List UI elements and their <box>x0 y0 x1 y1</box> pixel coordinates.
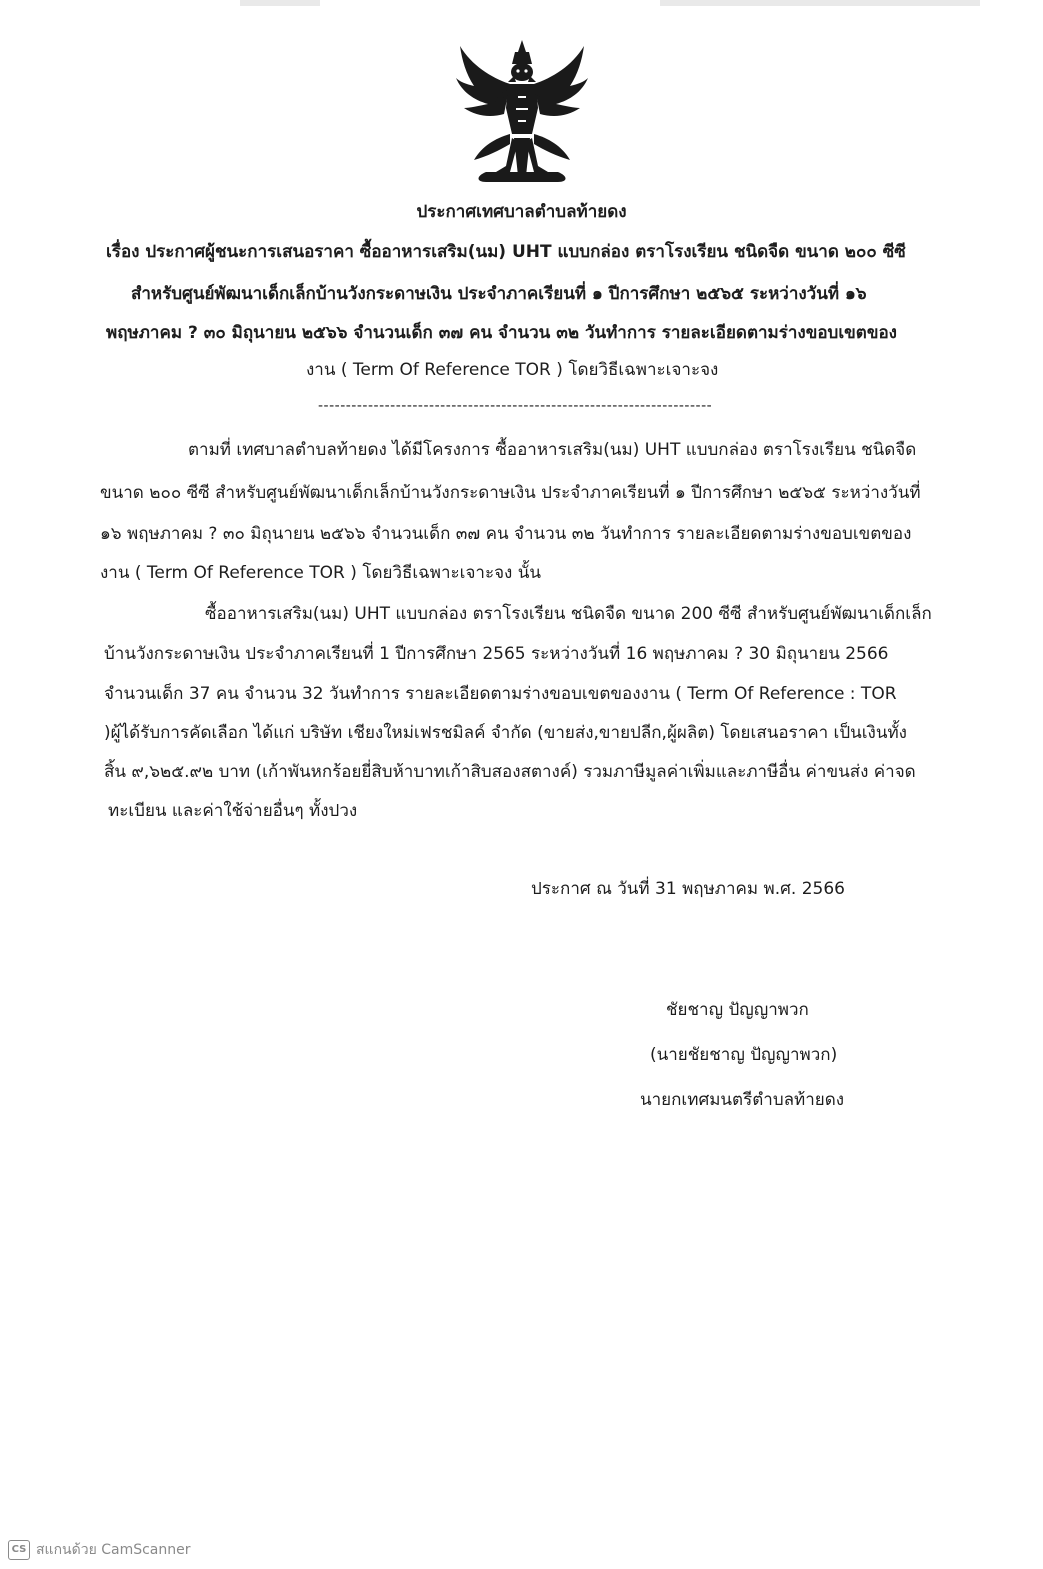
subject-line-2: สำหรับศูนย์พัฒนาเด็กเล็กบ้านวังกระดาษเงิน ประจำภาคเรียนที่ ๑ ปีการศึกษา ๒๕๖๕ ระหว่างวันที่ ๑๖ <box>131 284 867 304</box>
scan-edge-mark <box>240 0 320 6</box>
signature-name: ชัยชาญ ปัญญาพวก <box>666 1000 809 1020</box>
announcement-date: ประกาศ ณ วันที่ 31 พฤษภาคม พ.ศ. 2566 <box>531 879 845 899</box>
paragraph2-line-5: สิ้น ๙,๖๒๕.๙๒ บาท (เก้าพันหกร้อยยี่สิบห้าบาทเก้าสิบสองสตางค์) รวมภาษีมูลค่าเพิ่มและภาษีอื่น ค่าขนส่ง ค่าจด <box>104 762 916 782</box>
subject-line-3: พฤษภาคม ? ๓๐ มิถุนายน ๒๕๖๖ จำนวนเด็ก ๓๗ คน จำนวน ๓๒ วันทำการ รายละเอียดตามร่างขอบเขตของ <box>106 323 897 343</box>
separator-line: ----------------------------------------------------------------------- <box>318 398 713 414</box>
camscanner-logo-icon: CS <box>8 1540 30 1560</box>
paragraph1-line-4: งาน ( Term Of Reference TOR ) โดยวิธีเฉพาะเจาะจง นั้น <box>100 563 541 583</box>
paragraph2-line-4: )ผู้ได้รับการคัดเลือก ได้แก่ บริษัท เชียงใหม่เฟรชมิลค์ จำกัด (ขายส่ง,ขายปลีก,ผู้ผลิต) โดยเสนอราคา เป็นเงินทั้ง <box>104 723 907 743</box>
paragraph1-line-1: ตามที่ เทศบาลตำบลท้ายดง ได้มีโครงการ ซื้ออาหารเสริม(นม) UHT แบบกล่อง ตราโรงเรียน ชนิดจืด <box>188 440 917 460</box>
camscanner-text: สแกนด้วย CamScanner <box>36 1542 191 1558</box>
document-title: ประกาศเทศบาลตำบลท้ายดง <box>416 202 627 222</box>
paragraph2-line-1: ซื้ออาหารเสริม(นม) UHT แบบกล่อง ตราโรงเรียน ชนิดจืด ขนาด 200 ซีซี สำหรับศูนย์พัฒนาเด็กเล็ก <box>205 604 932 624</box>
camscanner-watermark <box>8 1539 191 1561</box>
paragraph2-line-6: ทะเบียน และค่าใช้จ่ายอื่นๆ ทั้งปวง <box>108 801 358 821</box>
paragraph1-line-3: ๑๖ พฤษภาคม ? ๓๐ มิถุนายน ๒๕๖๖ จำนวนเด็ก ๓๗ คน จำนวน ๓๒ วันทำการ รายละเอียดตามร่างขอบเขตของ <box>100 524 912 544</box>
paragraph2-line-2: บ้านวังกระดาษเงิน ประจำภาคเรียนที่ 1 ปีการศึกษา 2565 ระหว่างวันที่ 16 พฤษภาคม ? 30 มิถุนายน 2566 <box>104 644 889 664</box>
paragraph1-line-2: ขนาด ๒๐๐ ซีซี สำหรับศูนย์พัฒนาเด็กเล็กบ้านวังกระดาษเงิน ประจำภาคเรียนที่ ๑ ปีการศึกษา ๒๕๖๕ ระหว่างวันที่ <box>100 483 921 503</box>
scan-edge-mark <box>660 0 980 6</box>
paragraph2-line-3: จำนวนเด็ก 37 คน จำนวน 32 วันทำการ รายละเอียดตามร่างขอบเขตของงาน ( Term Of Reference : TOR <box>104 684 897 704</box>
subject-line-4: งาน ( Term Of Reference TOR ) โดยวิธีเฉพาะเจาะจง <box>306 360 719 380</box>
subject-line-1: เรื่อง ประกาศผู้ชนะการเสนอราคา ซื้ออาหารเสริม(นม) UHT แบบกล่อง ตราโรงเรียน ชนิดจืด ขนาด ๒๐๐ ซีซี <box>106 242 906 262</box>
signature-full-name: (นายชัยชาญ ปัญญาพวก) <box>650 1045 838 1065</box>
signature-position: นายกเทศมนตรีตำบลท้ายดง <box>640 1090 845 1110</box>
garuda-emblem-icon <box>452 38 592 183</box>
